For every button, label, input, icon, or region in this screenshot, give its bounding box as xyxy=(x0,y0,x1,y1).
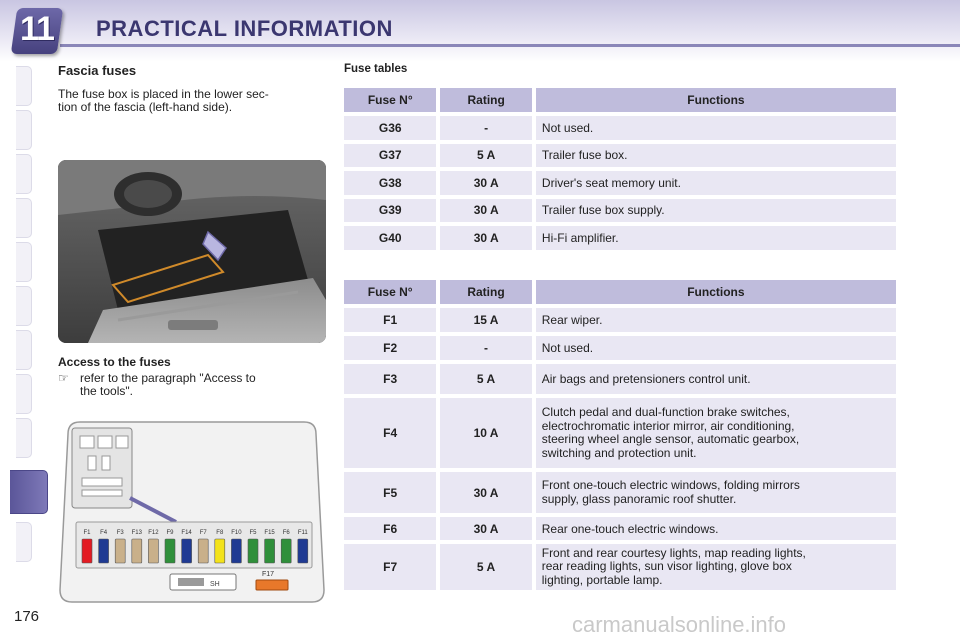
fuse-f14 xyxy=(182,539,192,563)
fuse-label: F3 xyxy=(116,530,124,536)
fuse-number: F2 xyxy=(344,336,436,360)
fuse-rating: 30 A xyxy=(440,226,531,250)
table-header-row xyxy=(344,88,896,112)
table-row xyxy=(344,308,896,332)
function-line: supply, glass panoramic roof shutter. xyxy=(541,491,737,506)
fuse-function: Air bags and pretensioners control unit. xyxy=(536,364,896,394)
function-line: Front and rear courtesy lights, map reading lights, xyxy=(541,545,806,560)
fuse-number: F7 xyxy=(344,544,436,590)
page-number: 176 xyxy=(14,608,40,625)
side-tab-3[interactable] xyxy=(16,154,32,194)
fuse-label: F7 xyxy=(199,530,207,536)
fuse-label: F10 xyxy=(231,530,242,536)
spare-fuse-label: F17 xyxy=(262,571,275,578)
fuse-number: G39 xyxy=(344,199,436,223)
fuse-rating: - xyxy=(440,336,531,360)
side-tab-2[interactable] xyxy=(16,110,32,150)
function-line: electrochromatic interior mirror, air conditioning, xyxy=(541,418,795,433)
spare-fuse xyxy=(256,580,288,590)
fuse-function: Rear wiper. xyxy=(536,308,896,332)
fuse-f10 xyxy=(231,539,241,563)
function-line: Clutch pedal and dual-function brake switches, xyxy=(541,405,790,419)
fuse-label: F4 xyxy=(100,530,108,536)
fuse-number: G40 xyxy=(344,226,436,250)
fuse-number: G37 xyxy=(344,144,436,168)
side-tab-9[interactable] xyxy=(16,418,32,458)
section-title: Fascia fuses xyxy=(58,63,137,78)
fuse-function: Rear one-touch electric windows. xyxy=(536,517,896,540)
fuse-f4 xyxy=(99,539,109,563)
fuse-function xyxy=(536,544,896,590)
side-tab-4[interactable] xyxy=(16,198,32,238)
fuse-f1 xyxy=(82,539,92,563)
fuse-number: G38 xyxy=(344,171,436,195)
side-tab-11-active[interactable] xyxy=(10,470,48,514)
function-line: steering wheel angle sensor, automatic gearbox, xyxy=(541,432,800,446)
access-title: Access to the fuses xyxy=(58,355,171,369)
fuse-f8 xyxy=(215,539,225,563)
function-line: lighting, portable lamp. xyxy=(541,572,663,587)
side-tab-7[interactable] xyxy=(16,330,32,370)
fuse-table-f xyxy=(340,276,900,594)
intro-line: The fuse box is placed in the lower sec- xyxy=(58,87,269,101)
fuse-rating: 5 A xyxy=(440,144,531,168)
fuse-label: F13 xyxy=(131,530,142,536)
fuse-f13 xyxy=(132,539,142,563)
fuse-function xyxy=(536,472,896,513)
side-tab-8[interactable] xyxy=(16,374,32,414)
fuse-rating: 30 A xyxy=(440,171,531,195)
access-line: the tools". xyxy=(80,384,133,398)
fuse-rating: 5 A xyxy=(440,544,531,590)
chapter-side-tabs xyxy=(16,66,32,576)
table-row xyxy=(344,544,896,590)
table-row xyxy=(344,364,896,394)
side-tab-6[interactable] xyxy=(16,286,32,326)
table-header-row xyxy=(344,280,896,304)
fuse-label: F12 xyxy=(148,530,159,536)
fuse-f3 xyxy=(115,539,125,563)
table-row xyxy=(344,336,896,360)
watermark: carmanualsonline.info xyxy=(572,612,787,637)
table-row xyxy=(344,517,896,540)
table-row xyxy=(344,226,896,250)
fuse-label: F14 xyxy=(181,530,192,536)
header-rule xyxy=(60,44,960,47)
table-row xyxy=(344,398,896,468)
fuse-label: F15 xyxy=(264,530,275,536)
fuse-rating: - xyxy=(440,116,531,140)
table-row xyxy=(344,144,896,168)
fuse-number: F5 xyxy=(344,472,436,513)
intro-line: tion of the fascia (left-hand side). xyxy=(58,100,233,114)
fuse-rating: 5 A xyxy=(440,364,531,394)
fuse-rating: 10 A xyxy=(440,398,531,468)
fuse-label: F9 xyxy=(166,530,174,536)
pointing-hand-icon: ☞ xyxy=(58,371,69,385)
fuse-number: F6 xyxy=(344,517,436,540)
chapter-number: 11 xyxy=(20,10,54,48)
header-fuse: Fuse N° xyxy=(344,280,436,304)
fuse-f11 xyxy=(298,539,308,563)
fuse-rating: 30 A xyxy=(440,472,531,513)
fuse-label: F6 xyxy=(282,530,290,536)
fuse-box-drawing xyxy=(58,420,326,604)
fuse-function: Driver's seat memory unit. xyxy=(536,171,896,195)
fuse-label: F8 xyxy=(216,530,224,536)
fuse-rating: 30 A xyxy=(440,517,531,540)
fuse-function: Hi-Fi amplifier. xyxy=(536,226,896,250)
fuse-number: G36 xyxy=(344,116,436,140)
fuse-rating: 30 A xyxy=(440,199,531,223)
fuse-function: Trailer fuse box. xyxy=(536,144,896,168)
side-tab-1[interactable] xyxy=(16,66,32,106)
fuse-number: F3 xyxy=(344,364,436,394)
fuse-function xyxy=(536,398,896,468)
table-row xyxy=(344,171,896,195)
fuse-box-diagram xyxy=(58,420,326,604)
table-row xyxy=(344,199,896,223)
fuse-label: F1 xyxy=(83,530,91,536)
function-line: Front one-touch electric windows, folding mirrors xyxy=(541,478,800,492)
fuse-number: F4 xyxy=(344,398,436,468)
fuse-number: F1 xyxy=(344,308,436,332)
fuse-rating: 15 A xyxy=(440,308,531,332)
fuse-function: Not used. xyxy=(536,116,896,140)
fuse-function: Trailer fuse box supply. xyxy=(536,199,896,223)
page-title: PRACTICAL INFORMATION xyxy=(96,16,393,41)
fuse-f9 xyxy=(165,539,175,563)
fuse-table-g xyxy=(340,84,900,254)
fuse-label: F5 xyxy=(249,530,257,536)
header-rating: Rating xyxy=(440,88,531,112)
header-rating: Rating xyxy=(440,280,531,304)
fuse-f15 xyxy=(265,539,275,563)
fuse-box-small-label: SH xyxy=(210,581,220,588)
function-line: rear reading lights, sun visor lighting, glove box xyxy=(541,559,792,574)
glovebox-illustration xyxy=(58,160,326,343)
intro-text xyxy=(58,88,330,114)
fuse-label: F11 xyxy=(297,530,308,536)
side-tab-12[interactable] xyxy=(16,522,32,562)
function-line: switching and protection unit. xyxy=(541,445,697,460)
fuse-f12 xyxy=(148,539,158,563)
fuse-f6 xyxy=(281,539,291,563)
glovebox-photo xyxy=(58,160,326,343)
fuse-f5 xyxy=(248,539,258,563)
header-functions: Functions xyxy=(536,280,896,304)
fuse-function: Not used. xyxy=(536,336,896,360)
access-line: refer to the paragraph "Access to xyxy=(80,371,256,385)
header-fuse: Fuse N° xyxy=(344,88,436,112)
access-bullet xyxy=(58,372,330,398)
header-functions: Functions xyxy=(536,88,896,112)
side-tab-5[interactable] xyxy=(16,242,32,282)
tables-title: Fuse tables xyxy=(344,63,408,75)
table-row xyxy=(344,472,896,513)
fuse-f7 xyxy=(198,539,208,563)
table-row xyxy=(344,116,896,140)
